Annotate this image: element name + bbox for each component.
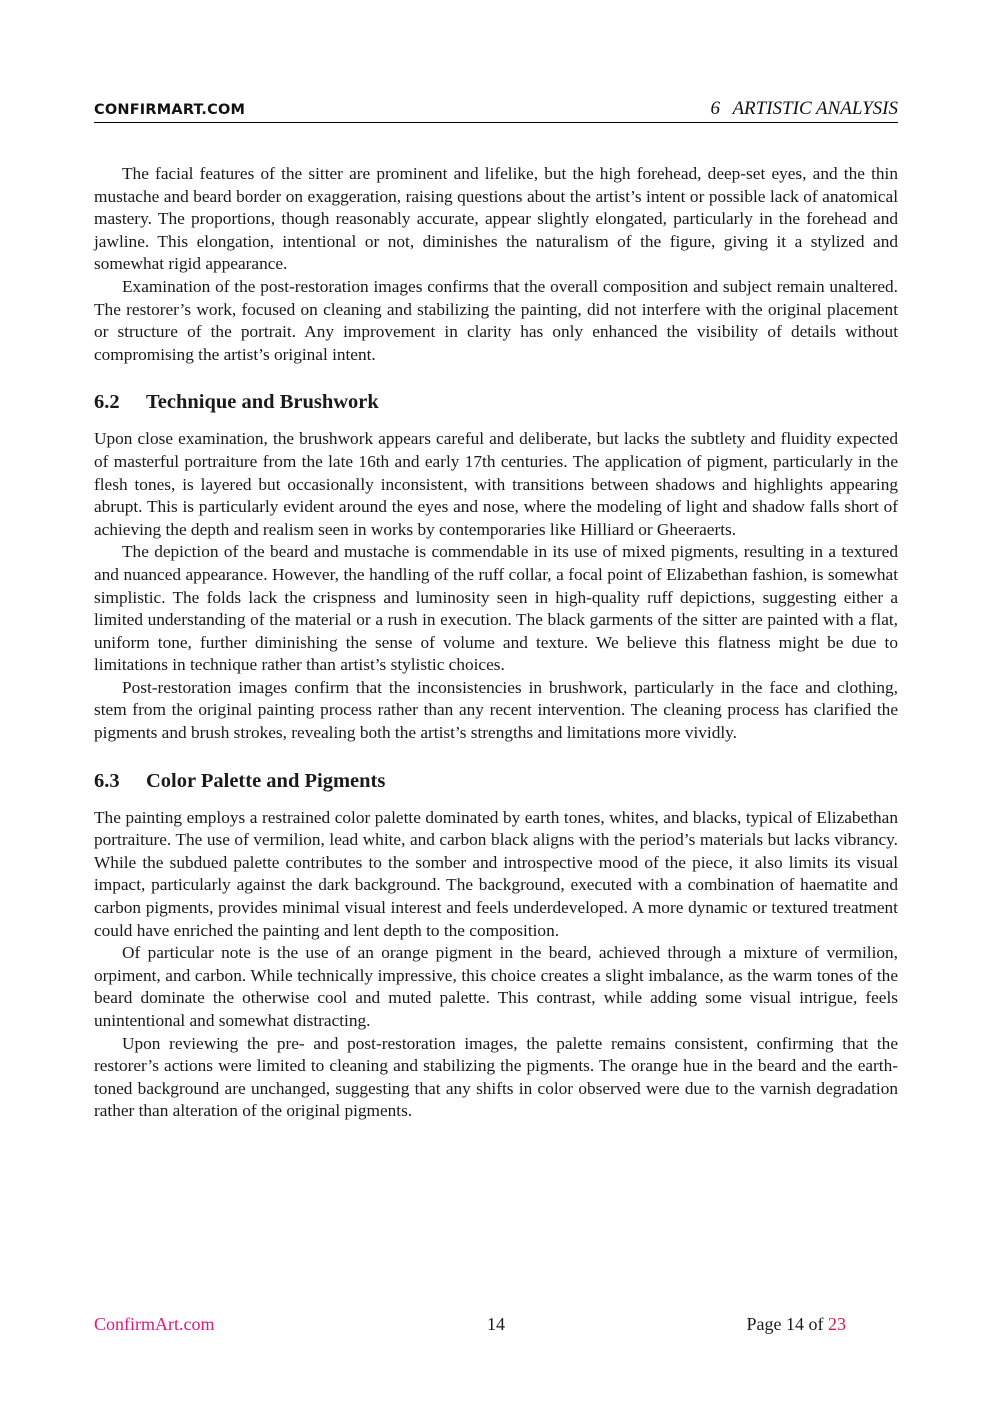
section-heading-technique <box>94 388 898 416</box>
paragraph: The depiction of the beard and mustache is commendable in its use of mixed pigments, resulting in a textured and nuanced appearance. However, the handling of the ruff collar, a focal point of Elizabethan fashion, is somewhat simplistic. The folds lack the crispness and luminosity seen in high-quality ruff depictions, suggesting either a limited understanding of the material or a rush in execution. The black garments of the sitter are painted with a flat, uniform tone, further diminishing the sense of volume and texture. We believe this flatness might be due to limitations in technique rather than artist’s stylistic choices. <box>94 542 898 675</box>
page-header <box>94 96 898 123</box>
paragraph: Post-restoration images confirm that the inconsistencies in brushwork, particularly in the face and clothing, stem from the original painting process rather than any recent intervention. The cleaning process has clarified the pigments and brush strokes, revealing both the artist’s strengths and limitations more vividly. <box>94 677 898 743</box>
running-head-number: 6 <box>710 98 721 119</box>
page-content <box>94 163 898 1123</box>
page-of-label: Page 14 of <box>746 1314 824 1334</box>
page-footer <box>94 1314 846 1338</box>
paragraph: Upon close examination, the brushwork appears careful and deliberate, but lacks the subtlety and fluidity expected of masterful portraiture from the late 16th and early 17th centuries. The application of pigment, particularly in the flesh tones, is layered but occasionally inconsistent, with transitions between shadows and highlights appearing abrupt. This is particularly evident around the eyes and nose, where the modeling of light and shadow falls short of achieving the depth and realism seen in works by contemporaries like Hilliard or Gheeraerts. <box>94 429 898 539</box>
paragraph: The painting employs a restrained color palette dominated by earth tones, whites, and blacks, typical of Elizabethan portraiture. The use of vermilion, lead white, and carbon black aligns with the period’s materials but lacks vibrancy. While the subdued palette contributes to the somber and introspective mood of the piece, it also limits its visual impact, particularly against the dark background. The background, executed with a combination of haematite and carbon pigments, provides minimal visual interest and feels underdeveloped. A more dynamic or textured treatment could have enriched the painting and lent depth to the composition. <box>94 807 898 940</box>
footer-site-link[interactable]: ConfirmArt.com <box>94 1314 215 1334</box>
running-head <box>711 98 898 120</box>
section-title: Technique and Brushwork <box>146 391 379 414</box>
total-pages-link[interactable]: 23 <box>828 1314 846 1334</box>
running-head-title: ARTISTIC ANALYSIS <box>732 98 898 119</box>
section-title: Color Palette and Pigments <box>146 769 386 792</box>
paragraph: Upon reviewing the pre- and post-restoration images, the palette remains consistent, confirming that the restorer’s actions were limited to cleaning and stabilizing the pigments. The orange hue in the beard and the earth-toned background are unchanged, suggesting that any shifts in color observed were due to the varnish degradation rather than alteration of the original pigments. <box>94 1033 898 1121</box>
paragraph: The facial features of the sitter are prominent and lifelike, but the high forehead, deep-set eyes, and the thin mustache and beard border on exaggeration, raising questions about the artist’s intent or possible lack of anatomical mastery. The proportions, though reasonably accurate, appear slightly elongated, particularly in the forehead and jawline. This elongation, intentional or not, diminishes the naturalism of the figure, giving it a stylized and somewhat rigid appearance. <box>94 164 898 274</box>
site-logo: CONFIRMART.COM <box>94 102 246 118</box>
paragraph: Of particular note is the use of an orange pigment in the beard, achieved through a mixture of vermilion, orpiment, and carbon. While technically impressive, this choice creates a slight imbalance, as the warm tones of the beard dominate the otherwise cool and muted palette. This contrast, while adding some visual intrigue, feels unintentional and somewhat distracting. <box>94 943 898 1030</box>
footer-page-of <box>747 1314 846 1335</box>
footer-page-number: 14 <box>487 1314 505 1334</box>
paragraph: Examination of the post-restoration images confirms that the overall composition and subject remain unaltered. The restorer’s work, focused on cleaning and stabilizing the painting, did not interfere with the original placement or structure of the portrait. Any improvement in clarity has only enhanced the visibility of details without compromising the artist’s original intent. <box>94 276 898 364</box>
section-heading-color-palette <box>94 767 898 795</box>
section-number: 6.3 <box>94 769 120 792</box>
section-number: 6.2 <box>94 391 120 414</box>
